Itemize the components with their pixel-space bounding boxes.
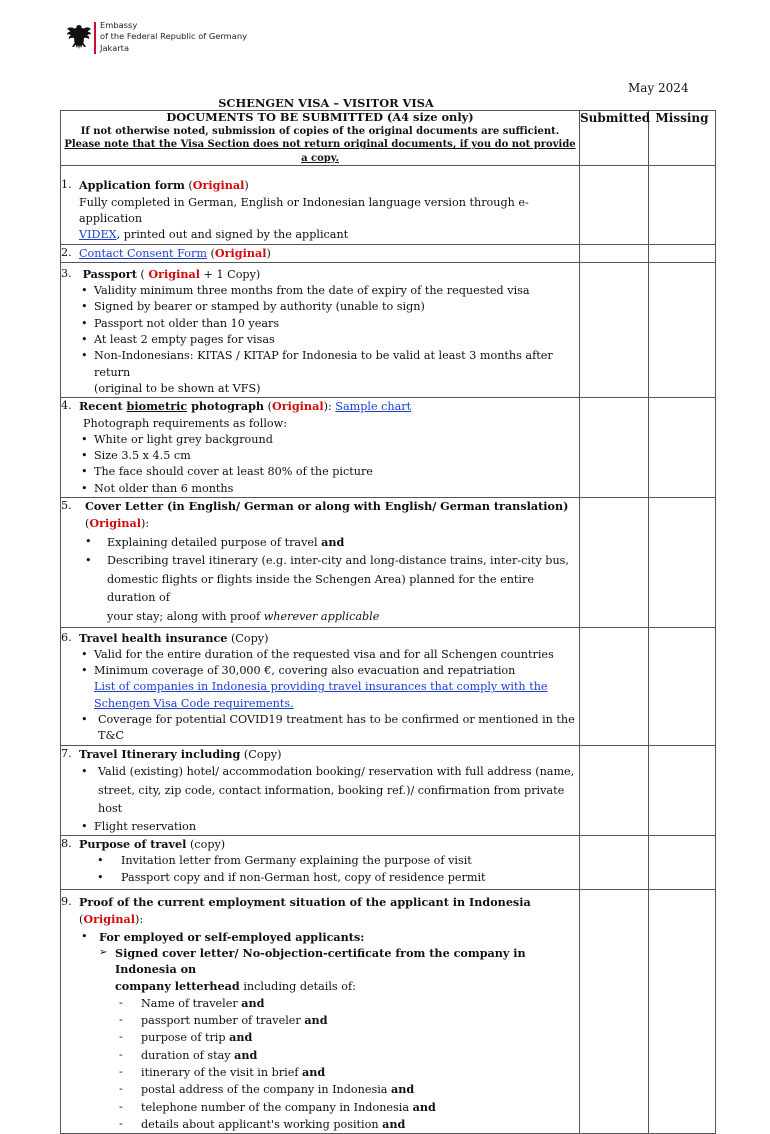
contact-consent-form-link[interactable]: Contact Consent Form — [79, 246, 207, 260]
submitted-checkbox-cell[interactable] — [580, 836, 649, 890]
item-cover-letter: 5. Cover Letter (in English/ German or along with English/ German translation) (Original): • Explaining detailed purpose of travel and • Describing travel itinerary (e.g. inter-city and long-distance trains, inter-city bus, domestic flights or flights inside the Schengen Area) planned for the entire duration of your stay; along with proof wherever applicable — [61, 498, 580, 628]
item-employment-proof: 9. Proof of the current employment situation of the applicant in Indonesia (Original): • For employed or self-employed applicants: ➢ Signed cover letter/ No-objection-certificate from the company in Indonesia on company letterhead including details of: - Name of traveler and - passport number of traveler and - purpose of trip and - duration of stay and - itinerary of the visit in brief and - postal address of the company in Indonesia and - telephone number of the company in Indonesia and - details about applicant's working position and — [61, 890, 580, 1134]
letterhead-line: Embassy — [100, 20, 138, 30]
missing-checkbox-cell[interactable] — [649, 745, 716, 835]
embassy-letterhead — [100, 20, 247, 54]
table-row — [61, 398, 716, 498]
column-submitted: Submitted — [580, 111, 649, 166]
item-application-form: 1. Application form (Original) Fully completed in German, English or Indonesian language version through e-application VIDEX, printed out and signed by the applicant — [61, 166, 580, 244]
videx-link[interactable]: VIDEX — [79, 228, 117, 242]
missing-checkbox-cell[interactable] — [649, 244, 716, 262]
header-note-copies: If not otherwise noted, submission of copies of the original documents are sufficient. — [80, 125, 560, 137]
submitted-checkbox-cell[interactable] — [580, 262, 649, 397]
header-title: DOCUMENTS TO BE SUBMITTED (A4 size only) — [166, 110, 474, 124]
sample-chart-link[interactable]: Sample chart — [335, 400, 412, 414]
item-biometric-photo: 4. Recent biometric photograph (Original): Sample chart Photograph requirements as follow: • White or light grey background • Size 3.5 x 4.5 cm • The face should cover at least 80% of the picture • Not older than 6 months — [61, 398, 580, 498]
letterhead-divider — [94, 22, 96, 54]
column-missing: Missing — [649, 111, 716, 166]
missing-checkbox-cell[interactable] — [649, 498, 716, 628]
insurance-companies-link[interactable]: List of companies in Indonesia providing travel insurances that comply with the — [94, 680, 548, 694]
arrow-bullet-icon: ➢ — [99, 946, 108, 958]
submitted-checkbox-cell[interactable] — [580, 890, 649, 1134]
table-row — [61, 244, 716, 262]
table-row — [61, 627, 716, 745]
letterhead-line: of the Federal Republic of Germany — [100, 31, 247, 42]
item-passport: 3. Passport ( Original + 1 Copy) • Validity minimum three months from the date of expiry of the requested visa • Signed by bearer or stamped by authority (unable to sign) • Passport not older than 10 years • At least 2 empty pages for visas • Non-Indonesians: KITAS / KITAP for Indonesia to be valid at least 3 months after return (original to be shown at VFS) — [61, 262, 580, 397]
document-date: May 2024 — [628, 81, 689, 95]
item-health-insurance: 6. Travel health insurance (Copy) • Valid for the entire duration of the requested visa and for all Schengen countries • Minimum coverage of 30,000 €, covering also evacuation and repatriation List of companies in Indonesia providing travel insurances that comply with the Schengen Visa Code requirements. • Coverage for potential COVID19 treatment has to be confirmed or mentioned in the T&C — [61, 627, 580, 745]
table-row — [61, 745, 716, 835]
submitted-checkbox-cell[interactable] — [580, 498, 649, 628]
missing-checkbox-cell[interactable] — [649, 836, 716, 890]
documents-checklist-table — [60, 110, 716, 1134]
missing-checkbox-cell[interactable] — [649, 890, 716, 1134]
table-row — [61, 262, 716, 397]
checklist-header — [61, 111, 580, 166]
missing-checkbox-cell[interactable] — [649, 262, 716, 397]
table-row — [61, 166, 716, 244]
table-header-row — [61, 111, 716, 166]
submitted-checkbox-cell[interactable] — [580, 244, 649, 262]
missing-checkbox-cell[interactable] — [649, 398, 716, 498]
submitted-checkbox-cell[interactable] — [580, 627, 649, 745]
submitted-checkbox-cell[interactable] — [580, 745, 649, 835]
item-purpose-of-travel: 8. Purpose of travel (copy) • Invitation letter from Germany explaining the purpose of visit • Passport copy and if non-German host, copy of residence permit — [61, 836, 580, 890]
table-row — [61, 836, 716, 890]
item-contact-consent: 2. Contact Consent Form (Original) — [61, 244, 580, 262]
missing-checkbox-cell[interactable] — [649, 166, 716, 244]
table-row — [61, 890, 716, 1134]
table-row — [61, 498, 716, 628]
letterhead-line: Jakarta — [100, 42, 130, 53]
submitted-checkbox-cell[interactable] — [580, 398, 649, 498]
item-travel-itinerary: 7. Travel Itinerary including (Copy) • Valid (existing) hotel/ accommodation booking/ reservation with full address (name, street, city, zip code, contact information, booking ref.)/ confirmation from private host • Flight reservation — [61, 745, 580, 835]
insurance-companies-link[interactable]: Schengen Visa Code requirements. — [94, 696, 294, 710]
missing-checkbox-cell[interactable] — [649, 627, 716, 745]
federal-eagle-icon — [66, 22, 92, 54]
submitted-checkbox-cell[interactable] — [580, 166, 649, 244]
header-note-return: Please note that the Visa Section does not return original documents, if you do not provide a copy. — [64, 139, 576, 164]
document-title: SCHENGEN VISA – VISITOR VISA — [218, 96, 434, 110]
